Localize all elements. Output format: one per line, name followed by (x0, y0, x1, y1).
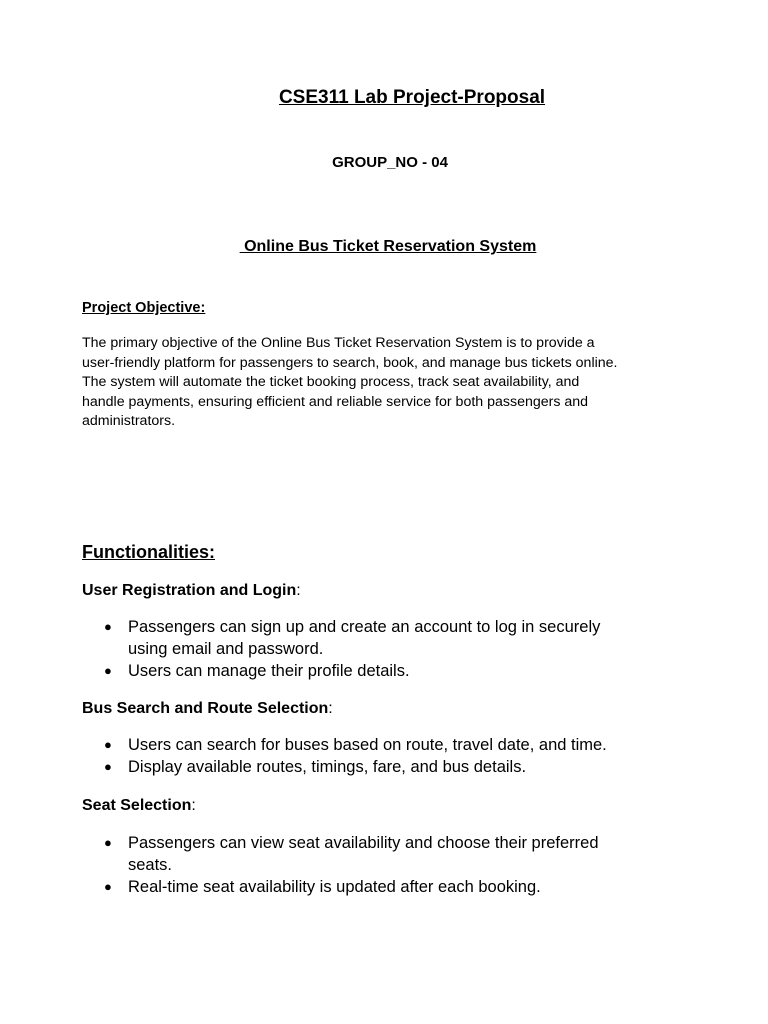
list-item-line: Real-time seat availability is updated after each booking. (128, 878, 541, 896)
list-item-line: Passengers can view seat availability and choose their preferred (128, 834, 599, 852)
list-item-line: using email and password. (128, 640, 324, 658)
bullet-icon: ● (104, 619, 112, 634)
bullet-icon: ● (104, 835, 112, 850)
section-suffix: : (191, 797, 196, 814)
registration-list (104, 616, 704, 682)
page-title: CSE311 Lab Project-Proposal (278, 87, 546, 108)
objective-line: administrators. (82, 413, 176, 429)
objective-line: user-friendly platform for passengers to search, book, and manage bus tickets online. (82, 354, 618, 371)
bus-search-list (104, 734, 704, 778)
list-item (104, 660, 704, 682)
section-heading-bus-search (82, 698, 333, 719)
group-number: GROUP_NO - 04 (332, 154, 448, 171)
list-item-line: Display available routes, timings, fare, and bus details. (128, 758, 527, 776)
list-item (104, 756, 704, 778)
objective-line: The system will automate the ticket booking process, track seat availability, and (82, 374, 580, 390)
bullet-icon: ● (104, 737, 112, 752)
list-item (104, 616, 704, 660)
list-item (104, 876, 704, 898)
list-item-line: seats. (128, 856, 173, 874)
list-item-line: Users can manage their profile details. (128, 662, 410, 680)
bullet-icon: ● (104, 759, 112, 774)
functionalities-heading: Functionalities: (82, 542, 216, 562)
section-suffix: : (328, 700, 333, 717)
objective-line: handle payments, ensuring efficient and reliable service for both passengers and (82, 393, 589, 410)
list-item (104, 832, 704, 876)
section-heading-seat-selection (82, 795, 196, 816)
section-suffix: : (296, 582, 301, 599)
list-item-line: Users can search for buses based on route, travel date, and time. (128, 736, 607, 754)
list-item (104, 734, 704, 756)
system-title: Online Bus Ticket Reservation System (239, 238, 537, 255)
seat-selection-list (104, 832, 704, 898)
objective-paragraph (82, 334, 682, 432)
objective-heading: Project Objective: (82, 300, 206, 316)
bullet-icon: ● (104, 879, 112, 894)
objective-line: The primary objective of the Online Bus Ticket Reservation System is to provide a (82, 335, 595, 351)
section-title: Seat Selection (82, 797, 192, 814)
bullet-icon: ● (104, 663, 112, 678)
list-item-line: Passengers can sign up and create an account to log in securely (128, 618, 601, 636)
section-title: User Registration and Login (82, 582, 297, 599)
section-heading-registration (82, 580, 301, 601)
section-title: Bus Search and Route Selection (82, 700, 329, 717)
